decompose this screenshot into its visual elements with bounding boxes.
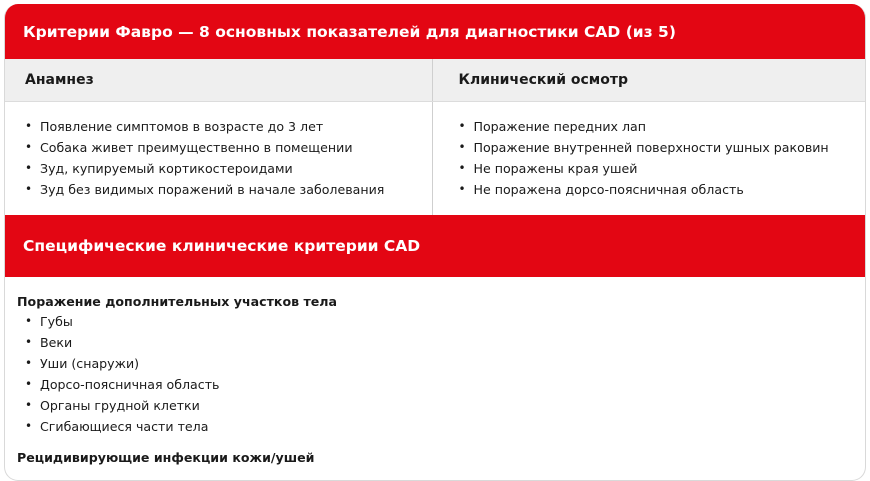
bullet-icon: • [25,119,33,133]
additional-areas-list [25,311,865,437]
bullet-icon: • [458,182,466,196]
bullet-icon: • [25,182,33,196]
anamnesis-list [25,116,432,200]
bullet-icon: • [25,314,33,328]
bullet-icon: • [25,398,33,412]
bullet-icon: • [25,161,33,175]
bullet-icon: • [25,140,33,154]
list-item: • Появление симптомов в возрасте до 3 лет [25,116,432,137]
list-item: • Зуд без видимых поражений в начале заболевания [25,179,432,200]
bullet-icon: • [458,140,466,154]
list-item: • Не поражены края ушей [459,158,866,179]
list-item: • Органы грудной клетки [25,395,865,416]
list-item: • Губы [25,311,865,332]
list-item: • Поражение внутренней поверхности ушных раковин [459,137,866,158]
bullet-icon: • [458,161,466,175]
list-item: • Не поражена дорсо-поясничная область [459,179,866,200]
list-item: • Дорсо-поясничная область [25,374,865,395]
card-title [5,4,865,59]
bullet-icon: • [458,119,466,133]
specific-criteria-body [5,277,865,467]
columns-body [5,102,865,215]
bullet-icon: • [25,356,33,370]
list-item: • Собака живет преимущественно в помещении [25,137,432,158]
clinical-exam-list [459,116,866,200]
list-item: • Зуд, купируемый кортикостероидами [25,158,432,179]
criteria-card [4,4,866,481]
group-title-additional-areas: Поражение дополнительных участков тела [17,294,338,309]
section-title-text: Специфические клинические критерии CAD [23,237,421,255]
bullet-icon: • [25,377,33,391]
clinical-exam-column [433,102,866,215]
bullet-icon: • [25,419,33,433]
column-heading-clinical-exam: Клинический осмотр [458,72,629,88]
column-heading-anamnesis: Анамнез [5,59,433,101]
columns-header [5,59,865,102]
list-item: • Веки [25,332,865,353]
group-title-recurrent-infections: Рецидивирующие инфекции кожи/ушей [17,450,315,465]
list-item: • Поражение передних лап [459,116,866,137]
list-item: • Уши (снаружи) [25,353,865,374]
card-title-text: Критерии Фавро — 8 основных показателей для диагностики CAD (из 5) [23,22,676,41]
list-item: • Сгибающиеся части тела [25,416,865,437]
section-title-specific-criteria [5,215,865,277]
anamnesis-column [5,102,433,215]
bullet-icon: • [25,335,33,349]
